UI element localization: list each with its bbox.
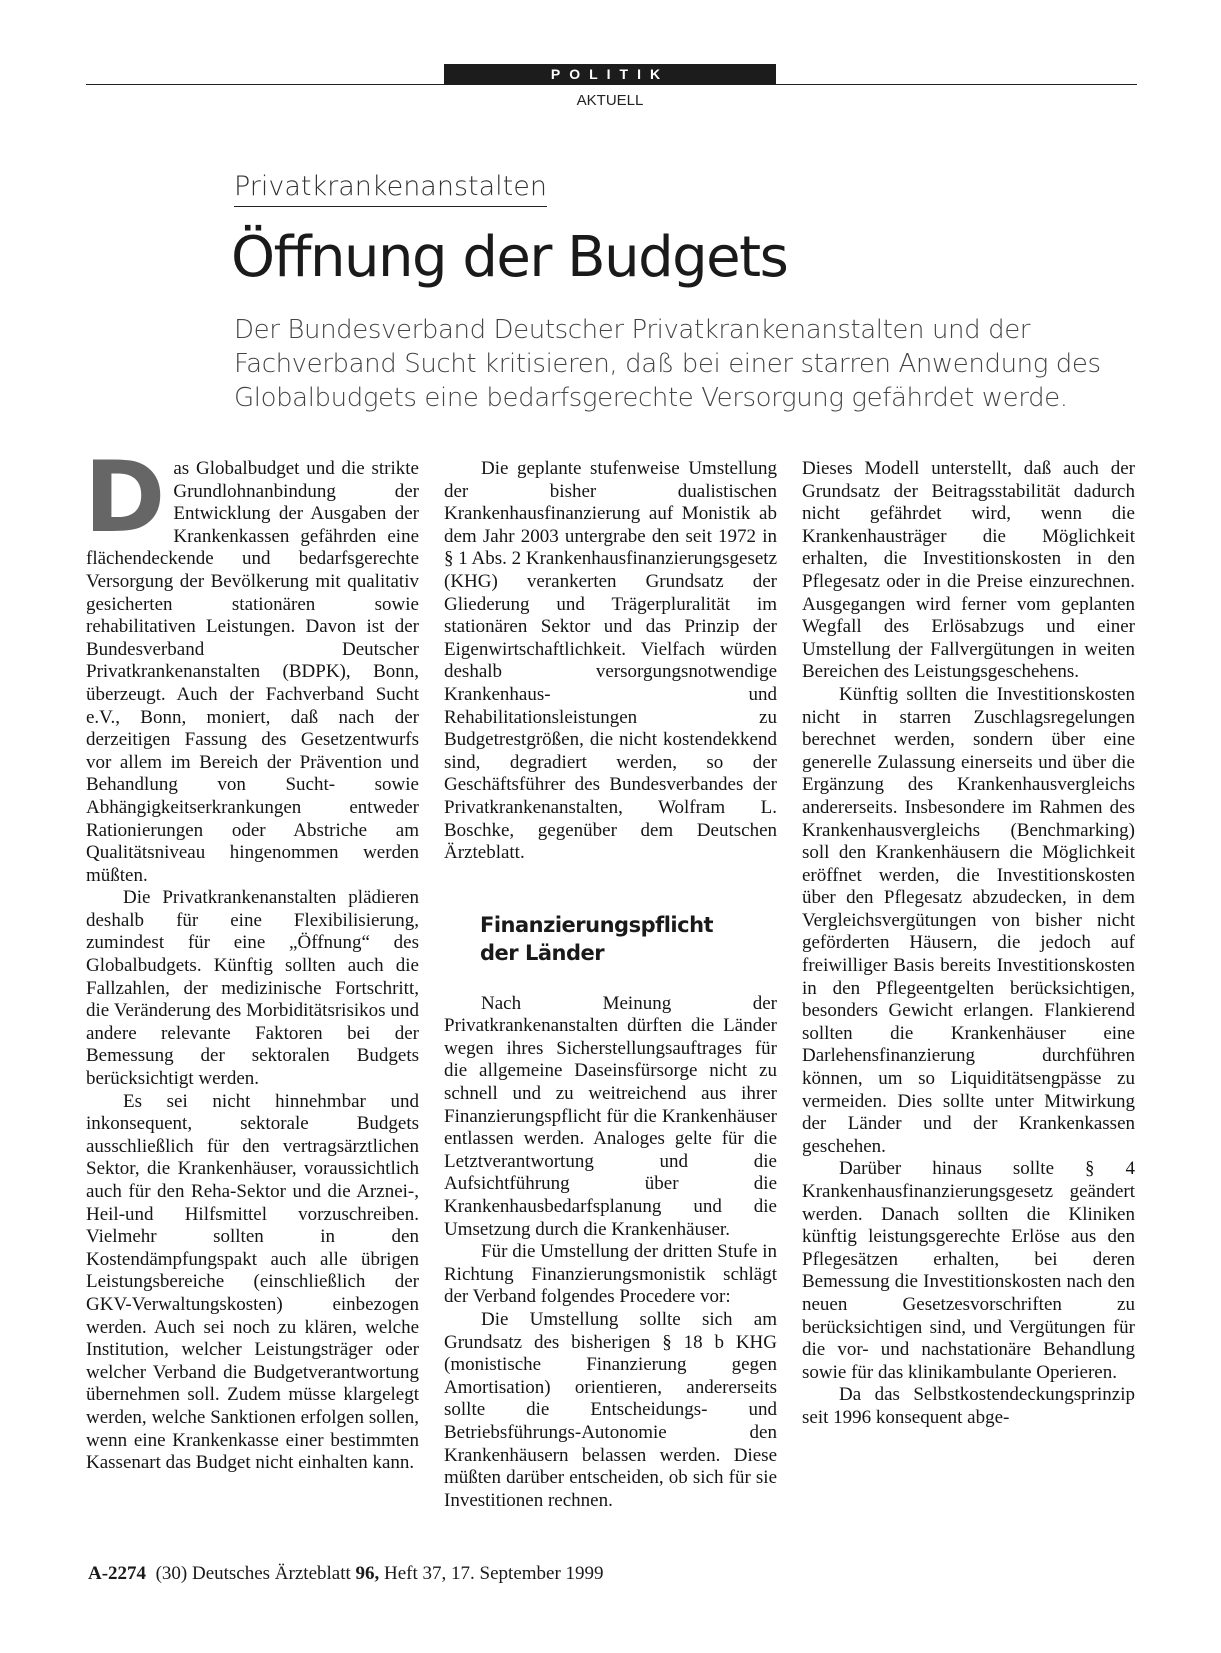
- paragraph: Für die Umstellung der dritten Stufe in Richtung Finanzierungsmonistik schlägt der Verband folgendes Procedere vor:: [444, 1241, 777, 1308]
- page-number: (30): [155, 1563, 188, 1584]
- paragraph-text: as Globalbudget und die strikte Grundlohnanbindung der Entwicklung der Ausgaben der Krankenkassen gefährden eine flächendeckende und bedarfsgerechte Versorgung der Bevölkerung mit qualitativ gesicherten stationären sowie rehabilitativen Leistungen. Davon ist der Bundesverband Deutscher Privatkrankenanstalten (BDPK), Bonn, überzeugt. Auch der Fachverband Sucht e.V., Bonn, moniert, daß nach der derzeitigen Fassung des Gesetzentwurfs vor allem im Bereich der Prävention und Behandlung von Sucht- sowie Abhängigkeitserkrankungen entweder Rationierungen oder Abstriche am Qualitätsniveau hingenommen werden müßten.: [86, 458, 419, 886]
- article-headline: Öffnung der Budgets: [231, 225, 788, 290]
- journal-name: Deutsches Ärzteblatt: [191, 1563, 351, 1584]
- article-kicker: Privatkrankenanstalten: [234, 171, 547, 207]
- paragraph: Die Umstellung sollte sich am Grundsatz des bisherigen § 18 b KHG (monistische Finanzierung gegen Amortisation) orientieren, andererseits sollte die Entscheidungs- und Betriebsführungs-Autonomie den Krankenhäusern belassen werden. Diese müßten darüber entscheiden, ob sich für sie Investitionen rechnen.: [444, 1309, 777, 1511]
- issue-info: Heft 37, 17. September 1999: [384, 1563, 604, 1584]
- section-label: POLITIK: [444, 64, 776, 85]
- text-column-1: [84, 441, 419, 1475]
- volume-number: 96,: [355, 1563, 380, 1584]
- paragraph: Darüber hinaus sollte § 4 Krankenhausfinanzierungsgesetz geändert werden. Danach sollten die Kliniken künftig leistungsgerechte Erlöse aus den Pflegesätzen erhalten, bei deren Bemessung die Investitionskosten nach den neuen Gesetzesvorschriften zu berücksichtigen sind, und Vergütungen für die vor- und nachstationäre Behandlung sowie für das klinikambulante Operieren.: [802, 1158, 1135, 1383]
- page-footer: [88, 1563, 604, 1585]
- paragraph: Künftig sollten die Investitionskosten nicht in starren Zuschlagsregelungen berechnet werden, sondern über eine generelle Zulassung einerseits und über die Ergänzung des Krankenhausvergleichs andererseits. Insbesondere im Rahmen des Krankenhausvergleichs (Benchmarking) soll den Krankenhäusern die Möglichkeit eröffnet werden, die Investitionskosten über den Pflegesatz abzudecken, in dem Vergleichsvergütungen von bisher nicht geförderten Häusern, die jedoch auf freiwilliger Basis bereits Investitionskosten in den Pflegeentgelten berücksichtigen, besonders Gewicht erlangen. Flankierend sollten die Krankenhäuser eine Darlehensfinanzierung durchführen können, um so Liquiditätsengpässe zu vermeiden. Dies sollte unter Mitwirkung der Länder und der Krankenkassen geschehen.: [802, 683, 1135, 1157]
- paragraph: Es sei nicht hinnehmbar und inkonsequent, sektorale Budgets ausschließlich für den vertragsärztlichen Sektor, die Krankenhäuser, voraussichtlich auch für den Reha-Sektor und die Arznei-, Heil-und Hilfsmittel vorzuschreiben. Vielmehr sollten in den Kostendämpfungspakt auch alle übrigen Leistungsbereiche (einschließlich der GKV-Verwaltungskosten) einbezogen werden. Auch sei noch zu klären, welche Institution, welcher Leistungsträger oder welcher Verband die Budgetverantwortung übernehmen soll. Zudem müsse klargelegt werden, welche Sanktionen erfolgen sollen, wenn eine Krankenkasse einer bestimmten Kassenart das Budget nicht einhalten kann.: [86, 1090, 419, 1474]
- paragraph: Dieses Modell unterstellt, daß auch der Grundsatz der Beitragsstabilität dadurch nicht gefährdet wird, wenn die Krankenhausträger die Möglichkeit erhalten, die Investitionskosten in den Pflegesatz oder in die Preise einzurechnen. Ausgegangen wird ferner vom geplanten Wegfall des Erlösabzugs und einer Umstellung der Fallvergütungen in weiten Bereichen des Leistungsgeschehens.: [802, 458, 1135, 683]
- paragraph: Die geplante stufenweise Umstellung der bisher dualistischen Krankenhausfinanzierung auf Monistik ab dem Jahr 2003 untergrabe den seit 1972 in § 1 Abs. 2 Krankenhausfinanzierungsgesetz (KHG) verankerten Grundsatz der Gliederung und Trägerpluralität im stationären Sektor und das Prinzip der Eigenwirtschaftlichkeit. Vielfach würden deshalb versorgungsnotwendige Krankenhaus- und Rehabilitationsleistungen zu Budgetrestgrößen, die nicht kostendekkend sind, degradiert werden, so der Geschäftsführer des Bundesverbandes der Privatkrankenanstalten, Wolfram L. Boschke, gegenüber dem Deutschen Ärzteblatt.: [444, 458, 777, 864]
- article-lead: Der Bundesverband Deutscher Privatkrankenanstalten und der Fachverband Sucht kritisieren, daß bei einer starren Anwendung des Globalbudgets eine bedarfsgerechte Versorgung gefährdet werde.: [234, 315, 1101, 413]
- paragraph: Nach Meinung der Privatkrankenanstalten dürften die Länder wegen ihres Sicherstellungsauftrages für die allgemeine Daseinsfürsorge nicht zu schnell und zu weitreichend aus ihrer Finanzierungspflicht für die Krankenhäuser entlassen werden. Analoges gelte für die Letztverantwortung und die Aufsichtführung über die Krankenhausbedarfsplanung und die Umsetzung durch die Krankenhäuser.: [444, 992, 777, 1240]
- section-subheading: [480, 911, 777, 967]
- paragraph: Da das Selbstkostendeckungsprinzip seit 1996 konsequent abge-: [802, 1384, 1135, 1428]
- text-column-3: [802, 458, 1135, 1430]
- page-code: A-2274: [88, 1563, 147, 1584]
- text-column-2: [444, 458, 777, 1512]
- paragraph: Die Privatkrankenanstalten plädieren deshalb für eine Flexibilisierung, zumindest für eine „Öffnung“ des Globalbudgets. Künftig sollten auch die Fallzahlen, der medizinische Fortschritt, die Veränderung des Morbiditätsrisikos und andere relevante Faktoren bei der Bemessung der sektoralen Budgets berücksichtigt werden.: [86, 887, 419, 1090]
- subheading-line: der Länder: [480, 940, 605, 965]
- subheading-line: Finanzierungspflicht: [480, 912, 714, 937]
- subsection-label: AKTUELL: [576, 92, 644, 109]
- drop-cap: D: [84, 441, 166, 555]
- paragraph: [84, 441, 419, 887]
